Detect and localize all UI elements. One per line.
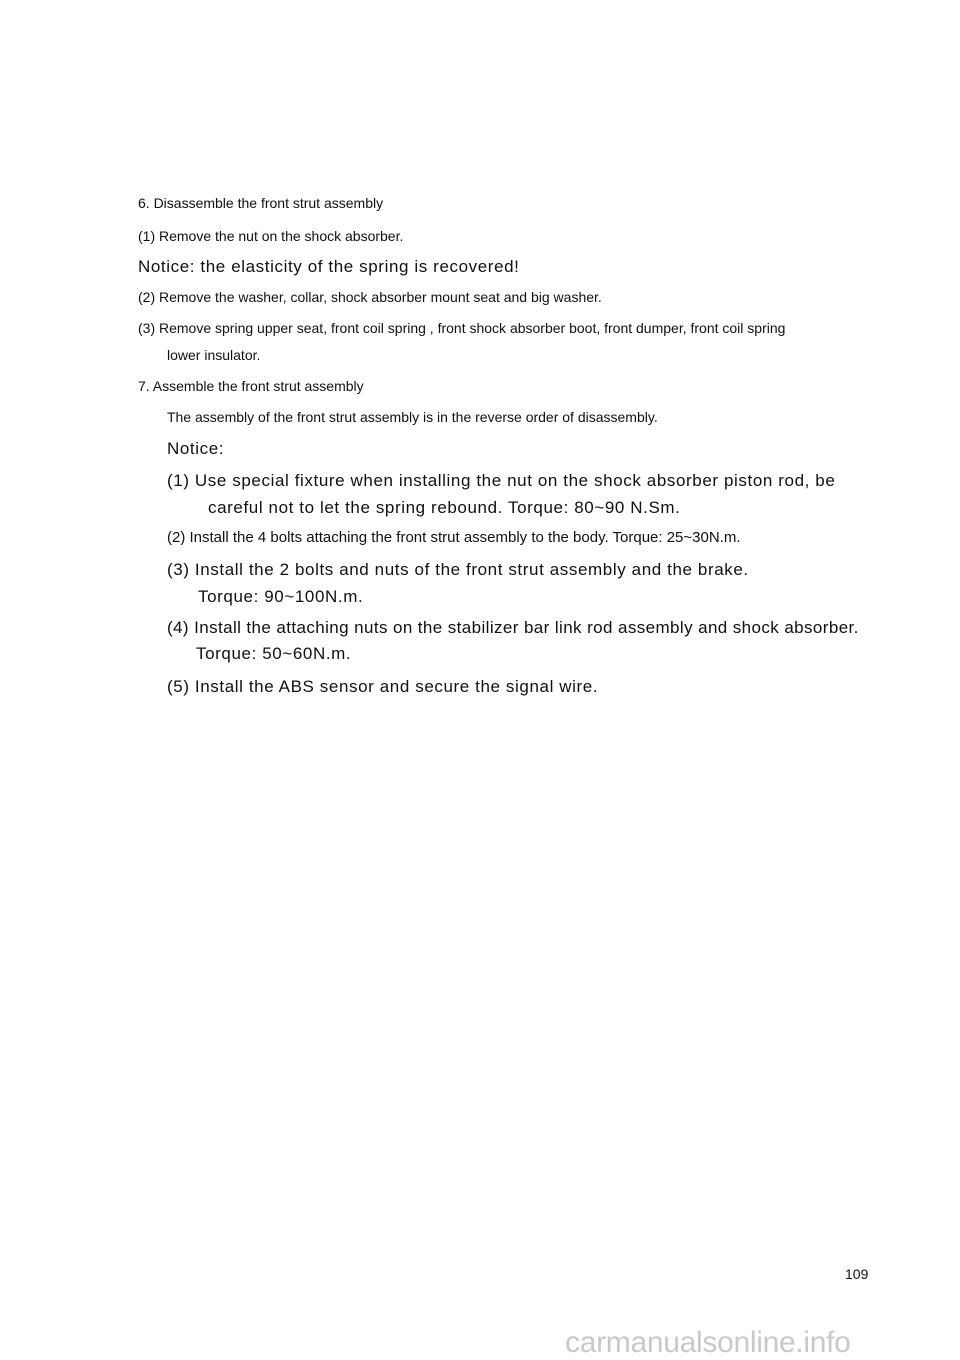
assembly-note3-line2: Torque: 90~100N.m. xyxy=(198,587,364,606)
step6-item1: (1) Remove the nut on the shock absorber. xyxy=(138,228,404,244)
assembly-notice-label: Notice: xyxy=(167,439,225,458)
step6-item2: (2) Remove the washer, collar, shock absorber mount seat and big washer. xyxy=(138,289,602,305)
assembly-note1-line2: careful not to let the spring rebound. Torque: 80~90 N.Sm. xyxy=(208,498,681,517)
assembly-note4-line1: (4) Install the attaching nuts on the stabilizer bar link rod assembly and shock absorber. xyxy=(167,618,859,637)
assembly-note3-line1: (3) Install the 2 bolts and nuts of the front strut assembly and the brake. xyxy=(167,560,749,579)
assembly-note4-line2: Torque: 50~60N.m. xyxy=(196,644,352,663)
spring-notice: Notice: the elasticity of the spring is recovered! xyxy=(138,257,520,276)
watermark-url: carmanualsonline.info xyxy=(565,1326,851,1359)
assembly-note1-line1: (1) Use special fixture when installing the nut on the shock absorber piston rod, be xyxy=(167,471,836,490)
step6-title: 6. Disassemble the front strut assembly xyxy=(138,195,384,211)
page-number: 109 xyxy=(845,1266,869,1282)
step6-item3-line1: (3) Remove spring upper seat, front coil spring , front shock absorber boot, front dumper, front coil spring xyxy=(138,320,786,336)
step7-intro: The assembly of the front strut assembly is in the reverse order of disassembly. xyxy=(167,409,658,425)
assembly-note5: (5) Install the ABS sensor and secure the signal wire. xyxy=(167,677,599,696)
step7-title: 7. Assemble the front strut assembly xyxy=(138,378,364,394)
assembly-note2: (2) Install the 4 bolts attaching the front strut assembly to the body. Torque: 25~30N.m. xyxy=(167,529,741,546)
step6-item3-line2: lower insulator. xyxy=(167,347,261,363)
